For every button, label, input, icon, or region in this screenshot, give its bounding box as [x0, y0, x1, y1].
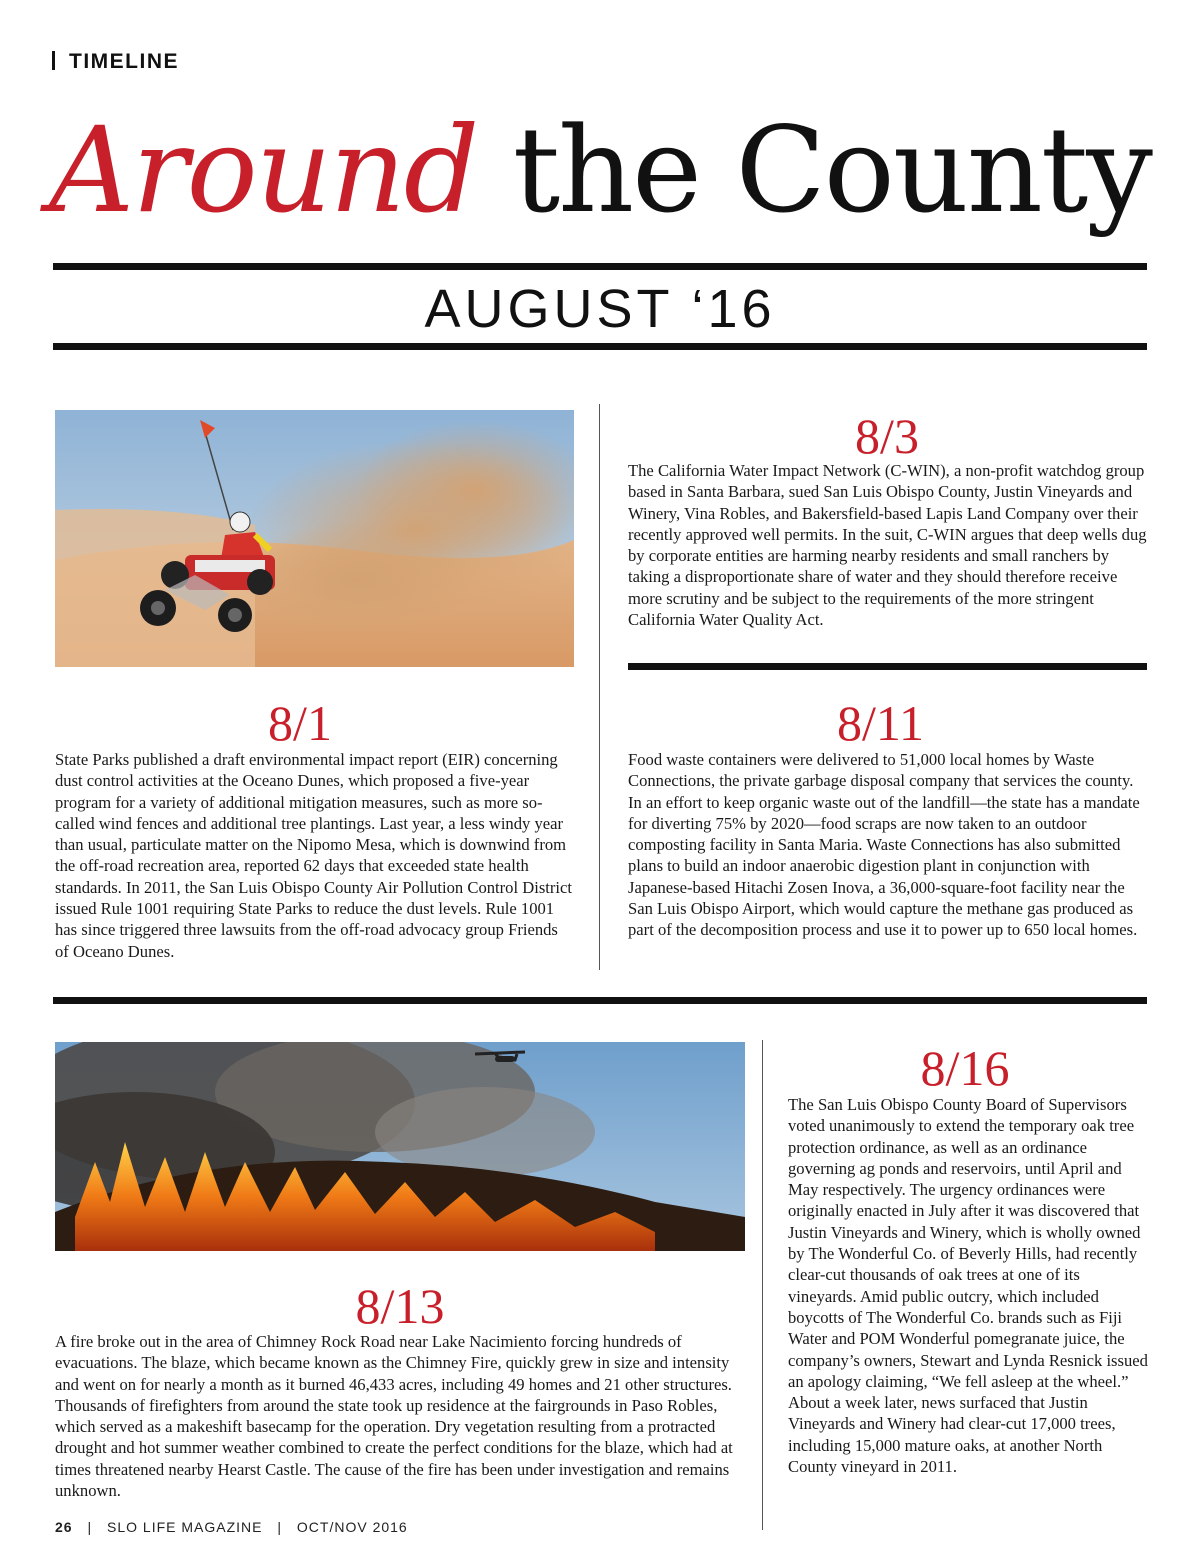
- month-bottom-rule: [53, 343, 1147, 350]
- month-top-rule: [53, 263, 1147, 270]
- wildfire-illustration: [55, 1042, 745, 1251]
- entry-date-8-1: 8/1: [268, 695, 332, 751]
- divider-rule-right: [628, 663, 1147, 670]
- wildfire-photo: [55, 1042, 745, 1251]
- entry-text-8-3: The California Water Impact Network (C-WIN), a non-profit watchdog group based in Santa Barbara, sued San Luis Obispo County, Justin Vineyards and Winery, Vina Robles, and Bakersfield-based Lapis Land Company over their recently approved well permits. In the suit, C-WIN argues that deep wells dug by corporate entities are harming nearby residents and small ranchers by taking a disproportionate share of water and they should therefore receive more scrutiny and be subject to the requirements of the more stringent California Water Quality Act.: [628, 461, 1147, 630]
- section-label-bar: [52, 51, 55, 70]
- section-label: [52, 50, 179, 74]
- month-heading: AUGUST ‘16: [424, 279, 776, 339]
- entry-text-8-11: Food waste containers were delivered to 51,000 local homes by Waste Connections, the private garbage disposal company that services the county. In an effort to keep organic waste out of the landfill—the state has a mandate for diverting 75% by 2020—food scraps are now taken to an outdoor composting facility in Santa Maria. Waste Connections has also submitted plans to build an indoor anaerobic digestion plant in conjunction with Japanese-based Hitachi Zosen Inova, a 36,000-square-foot facility near the San Luis Obispo Airport, which would capture the methane gas produced as part of the decomposition process and use it to power up to 650 local homes.: [628, 750, 1140, 940]
- atv-dunes-illustration: [55, 410, 574, 667]
- section-label-text: TIMELINE: [69, 50, 179, 73]
- page-number: 26: [55, 1519, 73, 1535]
- entry-date-8-16: 8/16: [920, 1040, 1010, 1096]
- atv-dunes-photo: [55, 410, 574, 667]
- page-title: [0, 100, 1200, 240]
- divider-rule-full: [53, 997, 1147, 1004]
- entry-date-8-11: 8/11: [836, 695, 925, 751]
- column-divider-bottom: [762, 1040, 763, 1530]
- entry-text-8-16: The San Luis Obispo County Board of Supervisors voted unanimously to extend the temporary oak tree protection ordinance, as well as an ordinance governing ag ponds and reservoirs, until April and May respectively. The urgency ordinances were originally enacted in July after it was discovered that Justin Vineyards and Winery, which is wholly owned by The Wonderful Co. of Beverly Hills, had recently clear-cut thousands of oak trees at one of its vineyards. Amid public outcry, which included boycotts of The Wonderful Co. brands such as Fiji Water and POM Wonderful pomegranate juice, the company’s owners, Stewart and Lynda Resnick issued an apology claiming, “We fell asleep at the wheel.” About a week later, news surfaced that Justin Vineyards and Winery had clear-cut 17,000 trees, including 15,000 mature oaks, at another North County vineyard in 2011.: [788, 1095, 1148, 1477]
- issue-date: OCT/NOV 2016: [296, 1519, 408, 1535]
- entry-text-8-13: A fire broke out in the area of Chimney Rock Road near Lake Nacimiento forcing hundreds of evacuations. The blaze, which became known as the Chimney Fire, quickly grew in size and intensity and went on for nearly a month as it burned 46,433 acres, including 49 homes and 21 other structures. Thousands of firefighters from around the state took up residence at the fairgrounds in Paso Robles, which served as a makeshift basecamp for the operation. Dry vegetation resulting from a protracted drought and hot summer weather combined to create the perfect conditions for the blaze, which had at times threatened nearby Hearst Castle. The cause of the fire has been under investigation and remains unknown.: [55, 1332, 733, 1501]
- title-rest: the County: [512, 101, 1151, 239]
- entry-date-8-13: 8/13: [355, 1278, 445, 1334]
- title-accent-word: Around: [49, 101, 478, 239]
- column-divider-top: [599, 404, 600, 970]
- entry-date-8-3: 8/3: [855, 408, 919, 464]
- page-footer: 26 | SLO LIFE MAGAZINE | OCT/NOV 2016: [55, 1519, 408, 1535]
- entry-text-8-1: State Parks published a draft environmental impact report (EIR) concerning dust control activities at the Oceano Dunes, which proposed a five-year program for a variety of additional mitigation measures, such as more so-called wind fences and additional tree plantings. Last year, a less windy year than usual, particulate matter on the Nipomo Mesa, which is downwind from the off-road recreation area, reported 62 days that exceeded state health standards. In 2011, the San Luis Obispo County Air Pollution Control District issued Rule 1001 requiring State Parks to reduce the dust levels. Rule 1001 has since triggered three lawsuits from the off-road advocacy group Friends of Oceano Dunes.: [55, 750, 573, 961]
- publication-name: SLO LIFE MAGAZINE: [107, 1519, 263, 1535]
